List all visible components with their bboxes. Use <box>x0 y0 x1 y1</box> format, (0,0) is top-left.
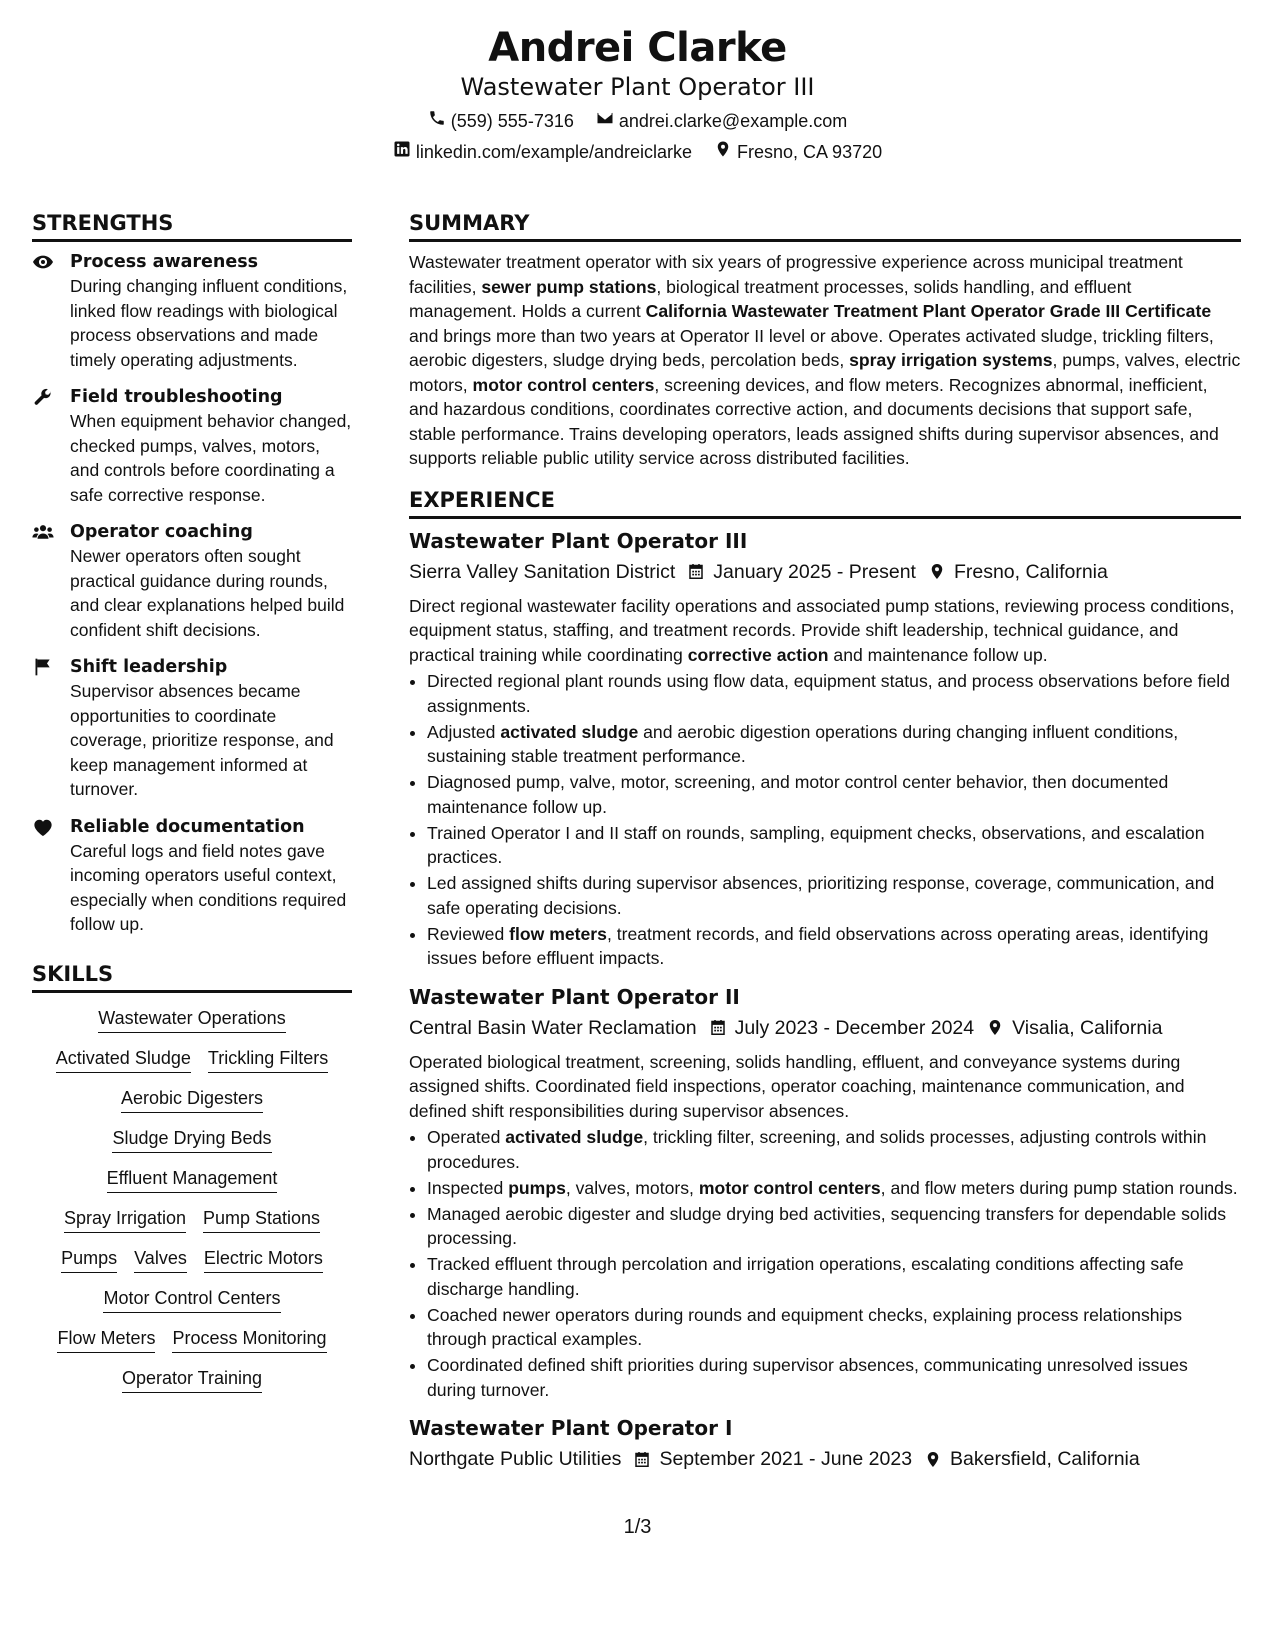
calendar-icon <box>709 1018 727 1037</box>
skill-tag: Valves <box>134 1245 187 1273</box>
emphasis-text: flow meters <box>509 923 607 944</box>
skill-row <box>32 1005 352 1033</box>
skill-row <box>32 1205 352 1233</box>
job-bullet: • Led assigned shifts during supervisor absences, prioritizing response, coverage, communication, and safe operating decisions. <box>427 871 1241 920</box>
emphasis-text: corrective action <box>687 644 829 665</box>
skills-section <box>32 959 352 1393</box>
strength-title: Field troubleshooting <box>70 387 283 407</box>
contact-row-2 <box>0 140 1275 164</box>
phone-icon <box>428 109 446 133</box>
skill-tag: Wastewater Operations <box>98 1005 285 1033</box>
job-bullet: • Operated activated sludge, trickling filter, screening, and solids processes, adjusting controls within procedures. <box>427 1125 1241 1174</box>
skill-tag: Process Monitoring <box>172 1325 326 1353</box>
map-pin-icon <box>924 1450 942 1469</box>
job-company: Central Basin Water Reclamation <box>409 1016 697 1039</box>
heart-icon <box>32 817 56 837</box>
contact-row-1 <box>0 109 1275 133</box>
skill-tag: Operator Training <box>122 1365 262 1393</box>
map-pin-icon <box>928 562 946 581</box>
job-bullet: • Reviewed flow meters, treatment records, and field observations across operating areas, identifying issues before effluent impacts. <box>427 922 1241 971</box>
skill-tag: Pumps <box>61 1245 117 1273</box>
right-column <box>409 208 1241 1485</box>
skill-tag: Spray Irrigation <box>64 1205 186 1233</box>
job-dates: January 2025 - Present <box>713 560 916 583</box>
job-description: Direct regional wastewater facility operations and associated pump stations, reviewing process conditions, equipment status, staffing, and treatment records. Provide shift leadership, technical guidance, and practical training while coordinating corrective action and maintenance follow up. <box>409 595 1235 665</box>
job-dates: September 2021 - June 2023 <box>659 1448 913 1470</box>
contact-location <box>714 140 882 164</box>
strength-description: Newer operators often sought practical guidance during rounds, and clear explanations helped build confident shift decisions. <box>70 546 345 640</box>
emphasis-text: California Wastewater Treatment Plant Operator Grade III Certificate <box>645 301 1212 321</box>
location-text: Fresno, CA 93720 <box>737 142 883 162</box>
skill-tag: Sludge Drying Beds <box>112 1125 271 1153</box>
strength-title: Shift leadership <box>70 657 228 677</box>
job-description: Operated biological treatment, screening, solids handling, effluent, and conveyance systems during assigned shifts. Coordinated field inspections, operator coaching, maintenance communication, and defined shift responsibilities during supervisor absences. <box>409 1051 1185 1121</box>
emphasis-text: sewer pump stations <box>481 276 657 297</box>
skill-row <box>32 1125 352 1153</box>
emphasis-text: activated sludge <box>505 1127 644 1147</box>
envelope-icon <box>596 109 614 133</box>
emphasis-text: spray irrigation systems <box>849 350 1053 370</box>
strength-description: Supervisor absences became opportunities to coordinate coverage, prioritize response, and keep management informed at turnover. <box>70 681 334 799</box>
linkedin-text[interactable]: linkedin.com/example/andreiclarke <box>415 142 693 162</box>
job-company: Sierra Valley Sanitation District <box>409 560 676 583</box>
skill-row <box>32 1365 352 1393</box>
skill-tag: Effluent Management <box>107 1165 278 1193</box>
job-entry <box>409 983 1241 1403</box>
job-bullet: • Diagnosed pump, valve, motor, screening, and motor control center behavior, then documented maintenance follow up. <box>427 770 1241 819</box>
skill-row <box>32 1285 352 1313</box>
job-entry <box>409 527 1241 971</box>
skill-row <box>32 1325 352 1353</box>
strength-title: Operator coaching <box>70 522 253 542</box>
job-entry <box>409 1414 1241 1473</box>
skill-row <box>32 1245 352 1273</box>
skill-row <box>32 1165 352 1193</box>
emphasis-text: motor control centers <box>472 374 655 395</box>
job-bullet: • Inspected pumps, valves, motors, motor control centers, and flow meters during pump station rounds. <box>427 1176 1241 1201</box>
strength-title: Reliable documentation <box>70 816 305 837</box>
strength-item <box>32 815 352 937</box>
contact-email[interactable] <box>596 109 847 133</box>
strength-item <box>32 250 352 372</box>
resume-header <box>0 22 1275 164</box>
emphasis-text: pumps <box>508 1177 566 1198</box>
job-location: Visalia, California <box>1012 1016 1163 1039</box>
email-text[interactable]: andrei.clarke@example.com <box>618 111 848 131</box>
strength-item <box>32 520 352 642</box>
job-bullet: • Trained Operator I and II staff on rounds, sampling, equipment checks, observations, and escalation practices. <box>427 821 1241 870</box>
job-meta <box>409 558 1241 586</box>
job-meta <box>409 1445 1241 1473</box>
strength-description: When equipment behavior changed, checked pumps, valves, motors, and controls before coordinating a safe corrective response. <box>70 411 352 505</box>
skill-tag: Motor Control Centers <box>103 1285 280 1313</box>
skills-heading: SKILLS <box>32 959 352 993</box>
job-bullets <box>409 669 1241 971</box>
skill-tag: Electric Motors <box>204 1245 323 1273</box>
strength-description: Careful logs and field notes gave incoming operators useful context, especially when conditions required follow up. <box>70 840 347 934</box>
strengths-heading: STRENGTHS <box>32 208 352 242</box>
strength-title: Process awareness <box>70 252 259 272</box>
experience-heading: EXPERIENCE <box>409 485 1241 519</box>
phone-text: (559) 555-7316 <box>450 111 574 131</box>
skill-tag: Trickling Filters <box>208 1045 328 1073</box>
job-role: Wastewater Plant Operator I <box>409 1416 733 1440</box>
map-pin-icon <box>986 1018 1004 1037</box>
strength-item <box>32 385 352 507</box>
job-dates: July 2023 - December 2024 <box>734 1016 975 1039</box>
job-meta <box>409 1014 1241 1042</box>
wrench-icon <box>32 387 56 407</box>
skill-row <box>32 1085 352 1113</box>
summary-heading: SUMMARY <box>409 208 1241 242</box>
linkedin-icon <box>393 140 411 164</box>
page-number: 1/3 <box>623 1516 652 1538</box>
job-bullet: • Adjusted activated sludge and aerobic digestion operations during changing influent conditions, sustaining stable treatment performance. <box>427 720 1241 769</box>
skill-tag: Activated Sludge <box>56 1045 191 1073</box>
calendar-icon <box>687 562 705 581</box>
emphasis-text: activated sludge <box>500 721 639 742</box>
job-role: Wastewater Plant Operator III <box>409 528 748 553</box>
job-bullet: • Managed aerobic digester and sludge drying bed activities, sequencing transfers for dependable solids processing. <box>427 1202 1241 1251</box>
job-location: Bakersfield, California <box>950 1448 1140 1470</box>
job-bullet: • Coached newer operators during rounds and equipment checks, explaining process relationships through practical examples. <box>427 1303 1241 1352</box>
emphasis-text: motor control centers <box>698 1177 881 1198</box>
skill-tag: Pump Stations <box>203 1205 320 1233</box>
job-bullets <box>409 1125 1241 1402</box>
flag-icon <box>32 657 56 677</box>
contact-linkedin[interactable] <box>393 140 692 164</box>
candidate-title: Wastewater Plant Operator III <box>460 73 815 101</box>
job-bullet: • Coordinated defined shift priorities during supervisor absences, communicating unresolved issues during turnover. <box>427 1353 1241 1402</box>
users-icon <box>32 522 56 542</box>
map-pin-icon <box>714 140 732 164</box>
experience-section <box>409 485 1241 1474</box>
strength-description: During changing influent conditions, linked flow readings with biological process observations and made timely operating adjustments. <box>70 276 348 370</box>
left-column <box>32 208 352 1397</box>
job-list <box>409 527 1241 1474</box>
contact-phone <box>428 109 574 133</box>
job-company: Northgate Public Utilities <box>409 1448 622 1470</box>
summary-text: Wastewater treatment operator with six years of progressive experience across municipal treatment facilities, sewer pump stations, biological treatment processes, solids handling, and effluent management. Holds a current California Wastewater Treatment Plant Operator Grade III Certificate and brings more than two years at Operator II level or above. Operates activated sludge, trickling filters, aerobic digesters, sludge drying beds, percolation beds, spray irrigation systems, pumps, valves, electric motors, motor control centers, screening devices, and flow meters. Recognizes abnormal, inefficient, and hazardous conditions, coordinates corrective action, and documents decisions that support safe, stable performance. Trains developing operators, leads assigned shifts during supervisor absences, and supports reliable public utility service across distributed facilities. <box>409 252 1241 468</box>
job-bullet: • Tracked effluent through percolation and irrigation operations, escalating conditions affecting safe discharge handling. <box>427 1252 1241 1301</box>
candidate-name: Andrei Clarke <box>488 25 787 71</box>
eye-icon <box>32 252 56 272</box>
job-location: Fresno, California <box>953 560 1108 583</box>
skill-tag: Aerobic Digesters <box>121 1085 263 1113</box>
skill-row <box>32 1045 352 1073</box>
job-role: Wastewater Plant Operator II <box>409 984 740 1009</box>
strength-item <box>32 655 352 802</box>
skill-tag: Flow Meters <box>57 1325 155 1353</box>
job-bullet: • Directed regional plant rounds using flow data, equipment status, and process observations before field assignments. <box>427 669 1241 718</box>
calendar-icon <box>633 1450 651 1469</box>
